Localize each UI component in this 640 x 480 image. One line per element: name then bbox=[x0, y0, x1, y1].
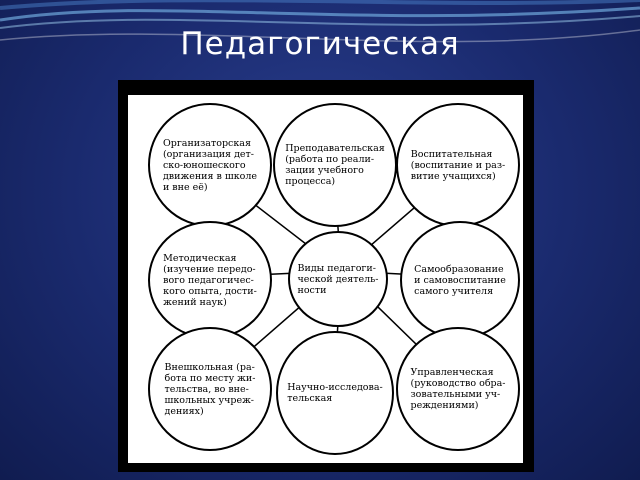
node-educational bbox=[396, 103, 520, 227]
node-methodical bbox=[148, 221, 272, 339]
node-teaching-label: Преподавательская (работа по реали- зации учебного процесса) bbox=[285, 143, 385, 187]
diagram-paper bbox=[128, 95, 523, 463]
slide-title: Педагогическая bbox=[180, 26, 460, 62]
node-extracurricular-label: Внешкольная (ра- бота по месту жи- тельства, во вне- школьных учреж- дениях) bbox=[164, 361, 256, 417]
node-methodical-label: Методическая (изучение передо- вого педагогичес- кого опыта, дости- жений наук) bbox=[163, 252, 257, 308]
node-center-label: Виды педагоги- ческой деятель- ности bbox=[297, 262, 379, 296]
node-center bbox=[288, 231, 388, 327]
node-organizational bbox=[148, 103, 272, 227]
node-research-label: Научно-исследова- тельская bbox=[287, 382, 383, 404]
node-self-education bbox=[400, 221, 520, 339]
node-educational-label: Воспитательная (воспитание и раз- витие учащихся) bbox=[410, 148, 506, 182]
node-extracurricular bbox=[148, 327, 272, 451]
scanned-diagram-frame bbox=[118, 80, 534, 472]
node-managerial bbox=[396, 327, 520, 451]
node-research bbox=[276, 331, 394, 455]
node-managerial-label: Управленческая (руководство обра- зовательными уч- реждениями) bbox=[410, 367, 506, 411]
node-self-education-label: Самообразование и самовоспитание самого учителя bbox=[414, 263, 506, 297]
node-organizational-label: Организаторская (организация дет- ско-юношеского движения в школе и вне её) bbox=[162, 137, 258, 193]
node-teaching bbox=[273, 103, 397, 227]
